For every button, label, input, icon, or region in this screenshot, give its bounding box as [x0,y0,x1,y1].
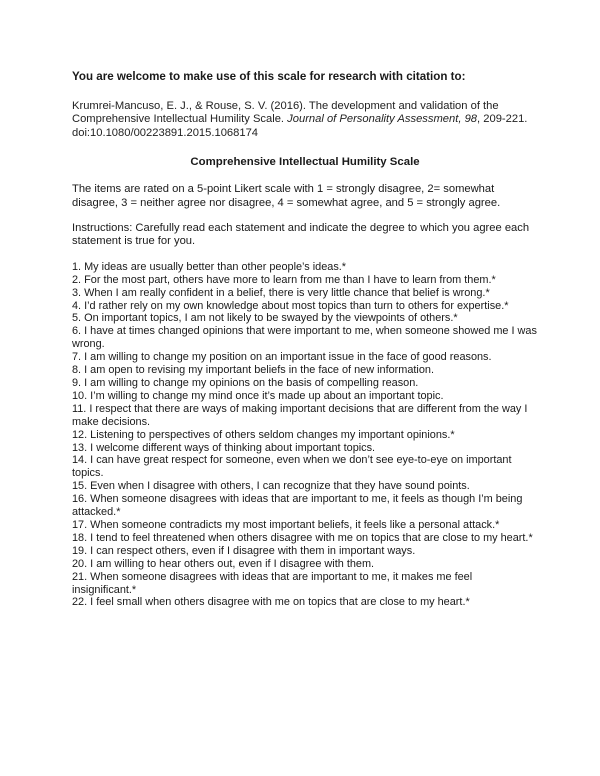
scale-item: 19. I can respect others, even if I disagree with them in important ways. [72,544,416,557]
scale-item: 1. My ideas are usually better than other people’s ideas.* [72,260,347,273]
scale-item: 7. I am willing to change my position on an important issue in the face of good reasons. [72,351,492,364]
scale-item: 20. I am willing to hear others out, even if I disagree with them. [72,557,375,570]
citation-authors-title: Krumrei-Mancuso, E. J., & Rouse, S. V. (2016). The development and validation of the Comprehensive Intellectual Humility Scale. [72,100,499,126]
scale-item: 14. I can have great respect for someone, even when we don’t see eye-to-eye on important topics. [72,454,512,480]
scale-item: 21. When someone disagrees with ideas that are important to me, it makes me feel insignificant.* [72,570,473,596]
scale-item: 13. I welcome different ways of thinking about important topics. [72,441,376,454]
scale-item: 11. I respect that there are ways of making important decisions that are different from the way I make decisions. [72,402,528,428]
scale-item: 15. Even when I disagree with others, I can recognize that they have sound points. [72,480,470,493]
citation-notice: You are welcome to make use of this scale for research with citation to: [72,70,466,83]
scale-item: 2. For the most part, others have more to learn from me than I have to learn from them.* [72,273,496,286]
scale-item: 4. I’d rather rely on my own knowledge about most topics than turn to others for expertise.* [72,299,509,312]
document-page [72,70,538,609]
citation-reference [72,100,538,140]
scale-item: 3. When I am really confident in a belief, there is very little chance that belief is wrong.* [72,286,490,299]
scale-item: 18. I tend to feel threatened when others disagree with me on topics that are close to my heart.* [72,531,533,544]
citation-journal: Journal of Personality Assessment, 98 [287,113,478,126]
scale-item: 22. I feel small when others disagree with me on topics that are close to my heart.* [72,596,470,609]
rating-description: The items are rated on a 5-point Likert scale with 1 = strongly disagree, 2= somewhat disagree, 3 = neither agree nor disagree, 4 = somewhat agree, and 5 = strongly agree. [72,183,501,209]
scale-item: 8. I am open to revising my important beliefs in the face of new information. [72,364,434,377]
scale-item: 9. I am willing to change my opinions on the basis of compelling reason. [72,377,419,389]
scale-item: 16. When someone disagrees with ideas that are important to me, it feels as though I’m being attacked.* [72,493,523,519]
citation-pages-doi: , 209-221. doi:10.1080/00223891.2015.1068174 [72,113,528,139]
scale-item: 5. On important topics, I am not likely to be swayed by the viewpoints of others.* [72,312,458,325]
instructions: Instructions: Carefully read each statement and indicate the degree to which you agree each statement is true for you. [72,222,530,248]
scale-item: 10. I’m willing to change my mind once it’s made up about an important topic. [72,389,444,402]
scale-item: 12. Listening to perspectives of others seldom changes my important opinions.* [72,428,455,441]
scale-item: 6. I have at times changed opinions that were important to me, when someone showed me I was wrong. [72,325,537,351]
scale-item: 17. When someone contradicts my most important beliefs, it feels like a personal attack.* [72,518,500,531]
scale-title: Comprehensive Intellectual Humility Scale [190,156,420,169]
scale-items-list [72,261,538,609]
